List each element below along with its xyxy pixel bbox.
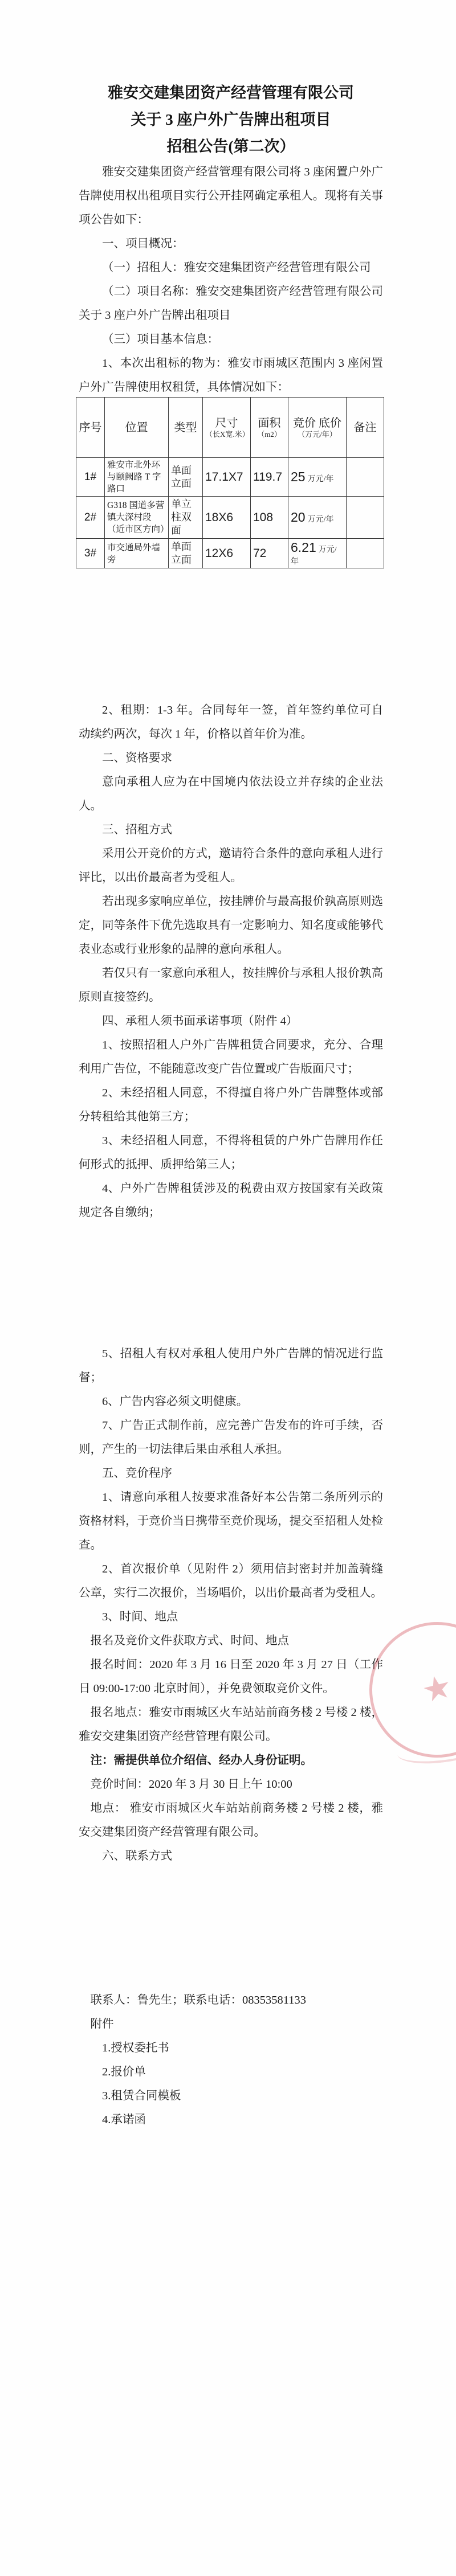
bidding-method-line: 采用公开竞价的方式，邀请符合条件的意向承租人进行评比，以出价最高者为受租人。 (79, 847, 383, 884)
price-value: 20 (291, 510, 306, 525)
cell-location: G318 国道多营镇大深村段（近市区方向） (105, 497, 169, 539)
col-header-price-main: 竞价 底价 (293, 416, 341, 429)
cell-area: 72 (251, 539, 288, 568)
cell-no: 1# (76, 458, 105, 497)
cell-no: 2# (76, 497, 105, 539)
cell-note (347, 458, 384, 497)
cell-note (347, 539, 384, 568)
col-header-area (251, 398, 288, 458)
table-row (76, 539, 384, 568)
billboard-table (76, 397, 384, 568)
attachments-heading: 附件 (90, 2018, 114, 2030)
attachment-item: 2.报价单 (102, 2066, 146, 2078)
lessor-line: （一）招租人：雅安交建集团资产经营管理有限公司 (102, 261, 371, 274)
cell-location: 市交通局外墙旁 (105, 539, 169, 568)
bid-procedure-item-2: 2、首次报价单（见附件 2）须用信封密封并加盖骑缝公章，实行二次报价，当场唱价，以出价最高者为受租人。 (79, 1563, 383, 1599)
price-value: 25 (291, 469, 306, 484)
col-header-location: 位置 (105, 398, 169, 458)
title-line-2: 关于 3 座户外广告牌出租项目 (131, 111, 331, 128)
commitment-item-2: 2、未经招租人同意，不得擅自将户外广告牌整体或部分转租给其他第三方； (79, 1087, 383, 1123)
attachment-item: 1.授权委托书 (102, 2042, 169, 2054)
commitment-item-5: 5、招租人有权对承租人使用户外广告牌的情况进行监督； (79, 1348, 383, 1384)
commitment-item-6: 6、广告内容必须文明健康。 (102, 1395, 249, 1408)
col-header-price (288, 398, 347, 458)
price-unit: 万元/年 (307, 515, 334, 524)
seal-smudge (396, 1733, 456, 1767)
lease-term-line: 2、租期：1-3 年。合同每年一签，首年签约单位可自动续约两次，每次 1 年，价格以首年价为准。 (79, 704, 383, 740)
contact-line: 联系人：鲁先生；联系电话：08353581133 (90, 1994, 306, 2006)
intro-paragraph: 雅安交建集团资产经营管理有限公司将 3 座闲置户外广告牌使用权出租项目实行公开挂网确定承租人。现将有关事项公告如下： (79, 166, 383, 226)
cell-price (288, 458, 347, 497)
col-header-no: 序号 (76, 398, 105, 458)
single-bidder-rule-line: 若仅只有一家意向承租人，按挂牌价与承租人报价孰高原则直接签约。 (79, 967, 383, 1004)
title-line-3: 招租公告(第二次） (166, 138, 295, 155)
table-row (76, 497, 384, 539)
seal-star-icon: ★ (417, 1666, 456, 1711)
bid-procedure-item-1: 1、请意向承租人按要求准备好本公告第二条所列示的资格材料，于竞价当日携带至竞价现场，提交至招租人处检查。 (79, 1491, 383, 1551)
basic-info-heading: （三）项目基本信息： (102, 333, 219, 346)
col-header-size (203, 398, 251, 458)
document-title (79, 80, 383, 160)
cell-type: 单面立面 (169, 539, 203, 568)
registration-place-line: 报名地点：雅安市雨城区火车站站前商务楼 2 号楼 2 楼，雅安交建集团资产经营管理有限公司。 (79, 1706, 383, 1743)
cell-size: 17.1X7 (203, 458, 251, 497)
cell-price (288, 539, 347, 568)
section-5-heading: 五、竞价程序 (102, 1467, 172, 1480)
section-3-heading: 三、招租方式 (102, 824, 172, 836)
commitment-item-1: 1、按照招租人户外广告牌租赁合同要求，充分、合理利用广告位，不能随意改变广告位置或广告版面尺寸； (79, 1039, 383, 1075)
table-row (76, 458, 384, 497)
price-unit: 万元/年 (291, 546, 337, 566)
cell-location: 雅安市北外环与颐阙路 T 字路口 (105, 458, 169, 497)
col-header-area-main: 面积 (258, 416, 281, 429)
section-4-heading: 四、承租人须书面承诺事项（附件 4） (102, 1015, 298, 1027)
price-unit: 万元/年 (307, 475, 334, 484)
commitment-item-4: 4、户外广告牌租赁涉及的税费由双方按国家有关政策规定各自缴纳； (79, 1182, 383, 1219)
cell-note (347, 497, 384, 539)
cell-size: 18X6 (203, 497, 251, 539)
attachment-item: 3.租赁合同模板 (102, 2090, 181, 2102)
bid-time-line: 竞价时间：2020 年 3 月 30 日上午 10:00 (90, 1778, 292, 1791)
table-header-row (76, 398, 384, 458)
page-break-gap (79, 1224, 383, 1342)
attachment-item: 4.承诺函 (102, 2114, 146, 2126)
registration-time-line: 报名时间：2020 年 3 月 16 日至 2020 年 3 月 27 日（工作日 09:00-17:00 北京时间），并免费领取竞价文件。 (79, 1658, 383, 1695)
cell-size: 12X6 (203, 539, 251, 568)
commitment-item-3: 3、未经招租人同意，不得将租赁的户外广告牌用作任何形式的抵押、质押给第三人； (79, 1135, 383, 1171)
col-header-type: 类型 (169, 398, 203, 458)
commitment-item-7: 7、广告正式制作前，应完善广告发布的许可手续，否则，产生的一切法律后果由承租人承担。 (79, 1419, 383, 1456)
qualification-line: 意向承租人应为在中国境内依法设立并存续的企业法人。 (79, 776, 383, 812)
registration-note-line: 注：需提供单位介绍信、经办人身份证明。 (90, 1754, 312, 1767)
lease-objects-line: 1、本次出租标的物为：雅安市雨城区范围内 3 座闲置户外广告牌使用权租赁，具体情况如下： (79, 357, 383, 394)
col-header-size-sub: （长X宽.米） (205, 429, 250, 439)
cell-type: 单立柱双面 (169, 497, 203, 539)
cell-area: 108 (251, 497, 288, 539)
billboard-table-header (76, 398, 384, 458)
project-name-line: （二）项目名称：雅安交建集团资产经营管理有限公司关于 3 座户外广告牌出租项目 (79, 285, 383, 322)
bid-procedure-item-3: 3、时间、地点 (102, 1611, 178, 1623)
title-line-1: 雅安交建集团资产经营管理有限公司 (108, 84, 354, 101)
section-2-heading: 二、资格要求 (102, 752, 172, 764)
multi-bidder-rule-line: 若出现多家响应单位，按挂牌价与最高报价孰高原则选定，同等条件下优先选取具有一定影响力、知名度或能够代表业态或行业形象的品牌的意向承租人。 (79, 895, 383, 956)
registration-info-heading: 报名及竞价文件获取方式、时间、地点 (90, 1635, 289, 1647)
bid-place-line: 地点： 雅安市雨城区火车站站前商务楼 2 号楼 2 楼，雅安交建集团资产经营管理有限公司。 (79, 1802, 383, 1838)
col-header-note: 备注 (347, 398, 384, 458)
price-value: 6.21 (291, 540, 316, 555)
section-1-heading: 一、项目概况： (102, 237, 184, 250)
cell-price (288, 497, 347, 539)
col-header-size-main: 尺寸 (215, 416, 238, 429)
section-6-heading: 六、联系方式 (102, 1850, 172, 1862)
col-header-price-sub: （万元/年） (298, 429, 337, 439)
page-break-gap (79, 568, 383, 698)
cell-no: 3# (76, 539, 105, 568)
col-header-area-sub: （m2） (257, 429, 282, 439)
cell-area: 119.7 (251, 458, 288, 497)
page-break-gap (79, 1868, 383, 1988)
cell-type: 单面立面 (169, 458, 203, 497)
